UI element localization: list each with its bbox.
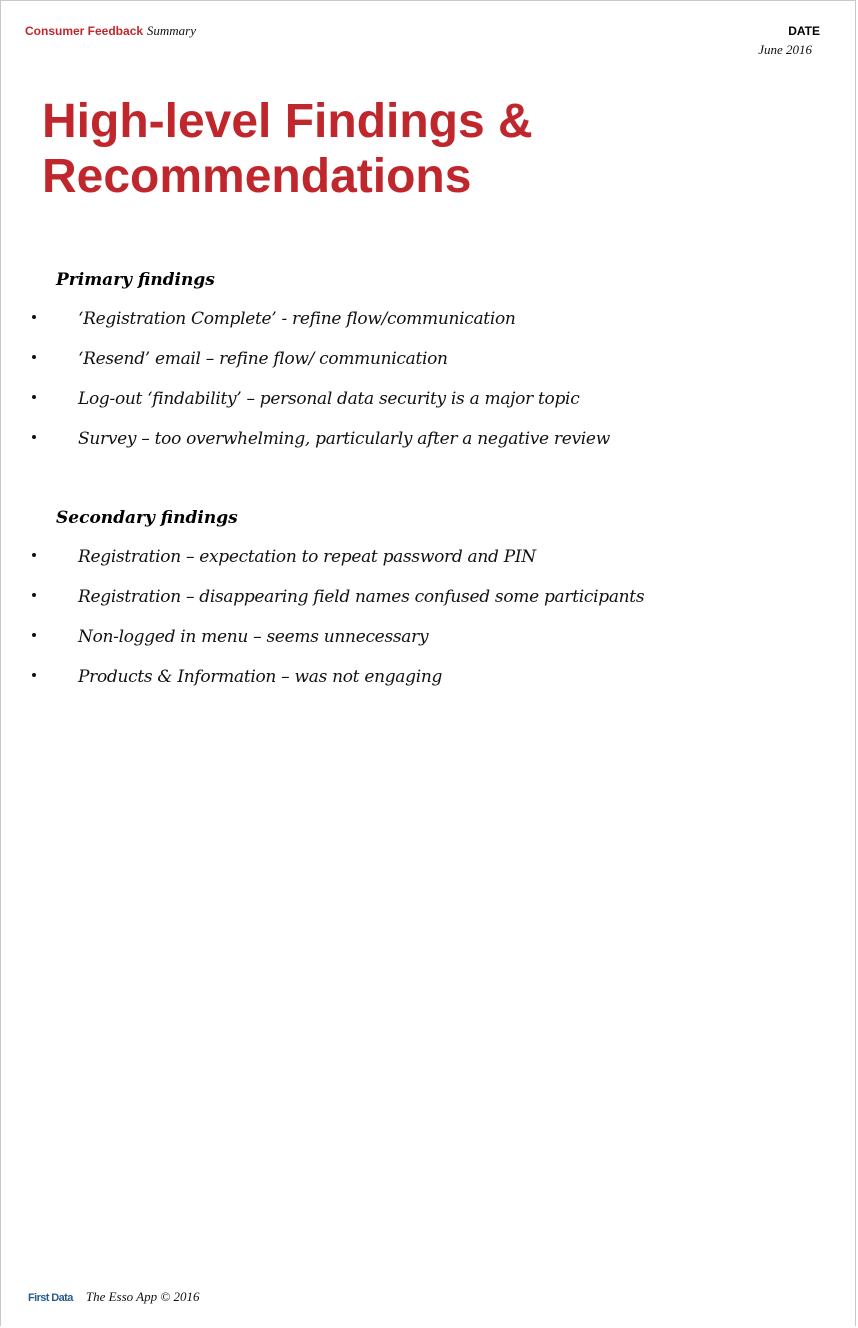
secondary-findings-section [0,506,858,704]
finding-text: Non-logged in menu – seems unnecessary [78,627,429,647]
bullet-icon [32,355,36,359]
bullet-icon [32,553,36,557]
finding-text: Survey – too overwhelming, particularly after a negative review [78,429,610,449]
document-header [25,23,196,39]
document-footer [28,1286,200,1305]
bullet-icon [32,315,36,319]
page-title [42,94,742,204]
date-value: June 2016 [758,42,812,57]
footer-copyright: The Esso App © 2016 [85,1289,200,1304]
page-title-line-2: Recommendations [42,150,472,203]
finding-text: Log-out ‘findability’ – personal data security is a major topic [78,389,580,409]
bullet-icon [32,593,36,597]
date-block [758,24,820,58]
primary-findings-heading: Primary findings [56,270,215,290]
finding-text: Registration – disappearing field names confused some participants [78,587,645,607]
secondary-findings-list [0,544,858,704]
bullet-icon [32,633,36,637]
bullet-icon [32,673,36,677]
bullet-icon [32,395,36,399]
list-item [0,306,858,346]
bullet-icon [32,435,36,439]
list-item [0,426,858,466]
list-item [0,664,858,704]
header-subtitle: Summary [146,23,196,38]
primary-findings-list [0,306,858,466]
list-item [0,624,858,664]
list-item [0,386,858,426]
header-brand: Consumer Feedback [25,24,144,38]
finding-text: Registration – expectation to repeat password and PIN [78,547,536,567]
first-data-logo: First Data [28,1292,73,1304]
list-item [0,346,858,386]
list-item [0,584,858,624]
finding-text: ‘Registration Complete’ - refine flow/communication [78,309,516,329]
finding-text: ‘Resend’ email – refine flow/ communication [78,349,448,369]
finding-text: Products & Information – was not engaging [78,667,443,687]
list-item [0,544,858,584]
primary-findings-section [0,268,858,466]
secondary-findings-heading: Secondary findings [56,508,238,528]
page-title-line-1: High-level Findings & [42,95,533,148]
date-label: DATE [788,24,820,38]
